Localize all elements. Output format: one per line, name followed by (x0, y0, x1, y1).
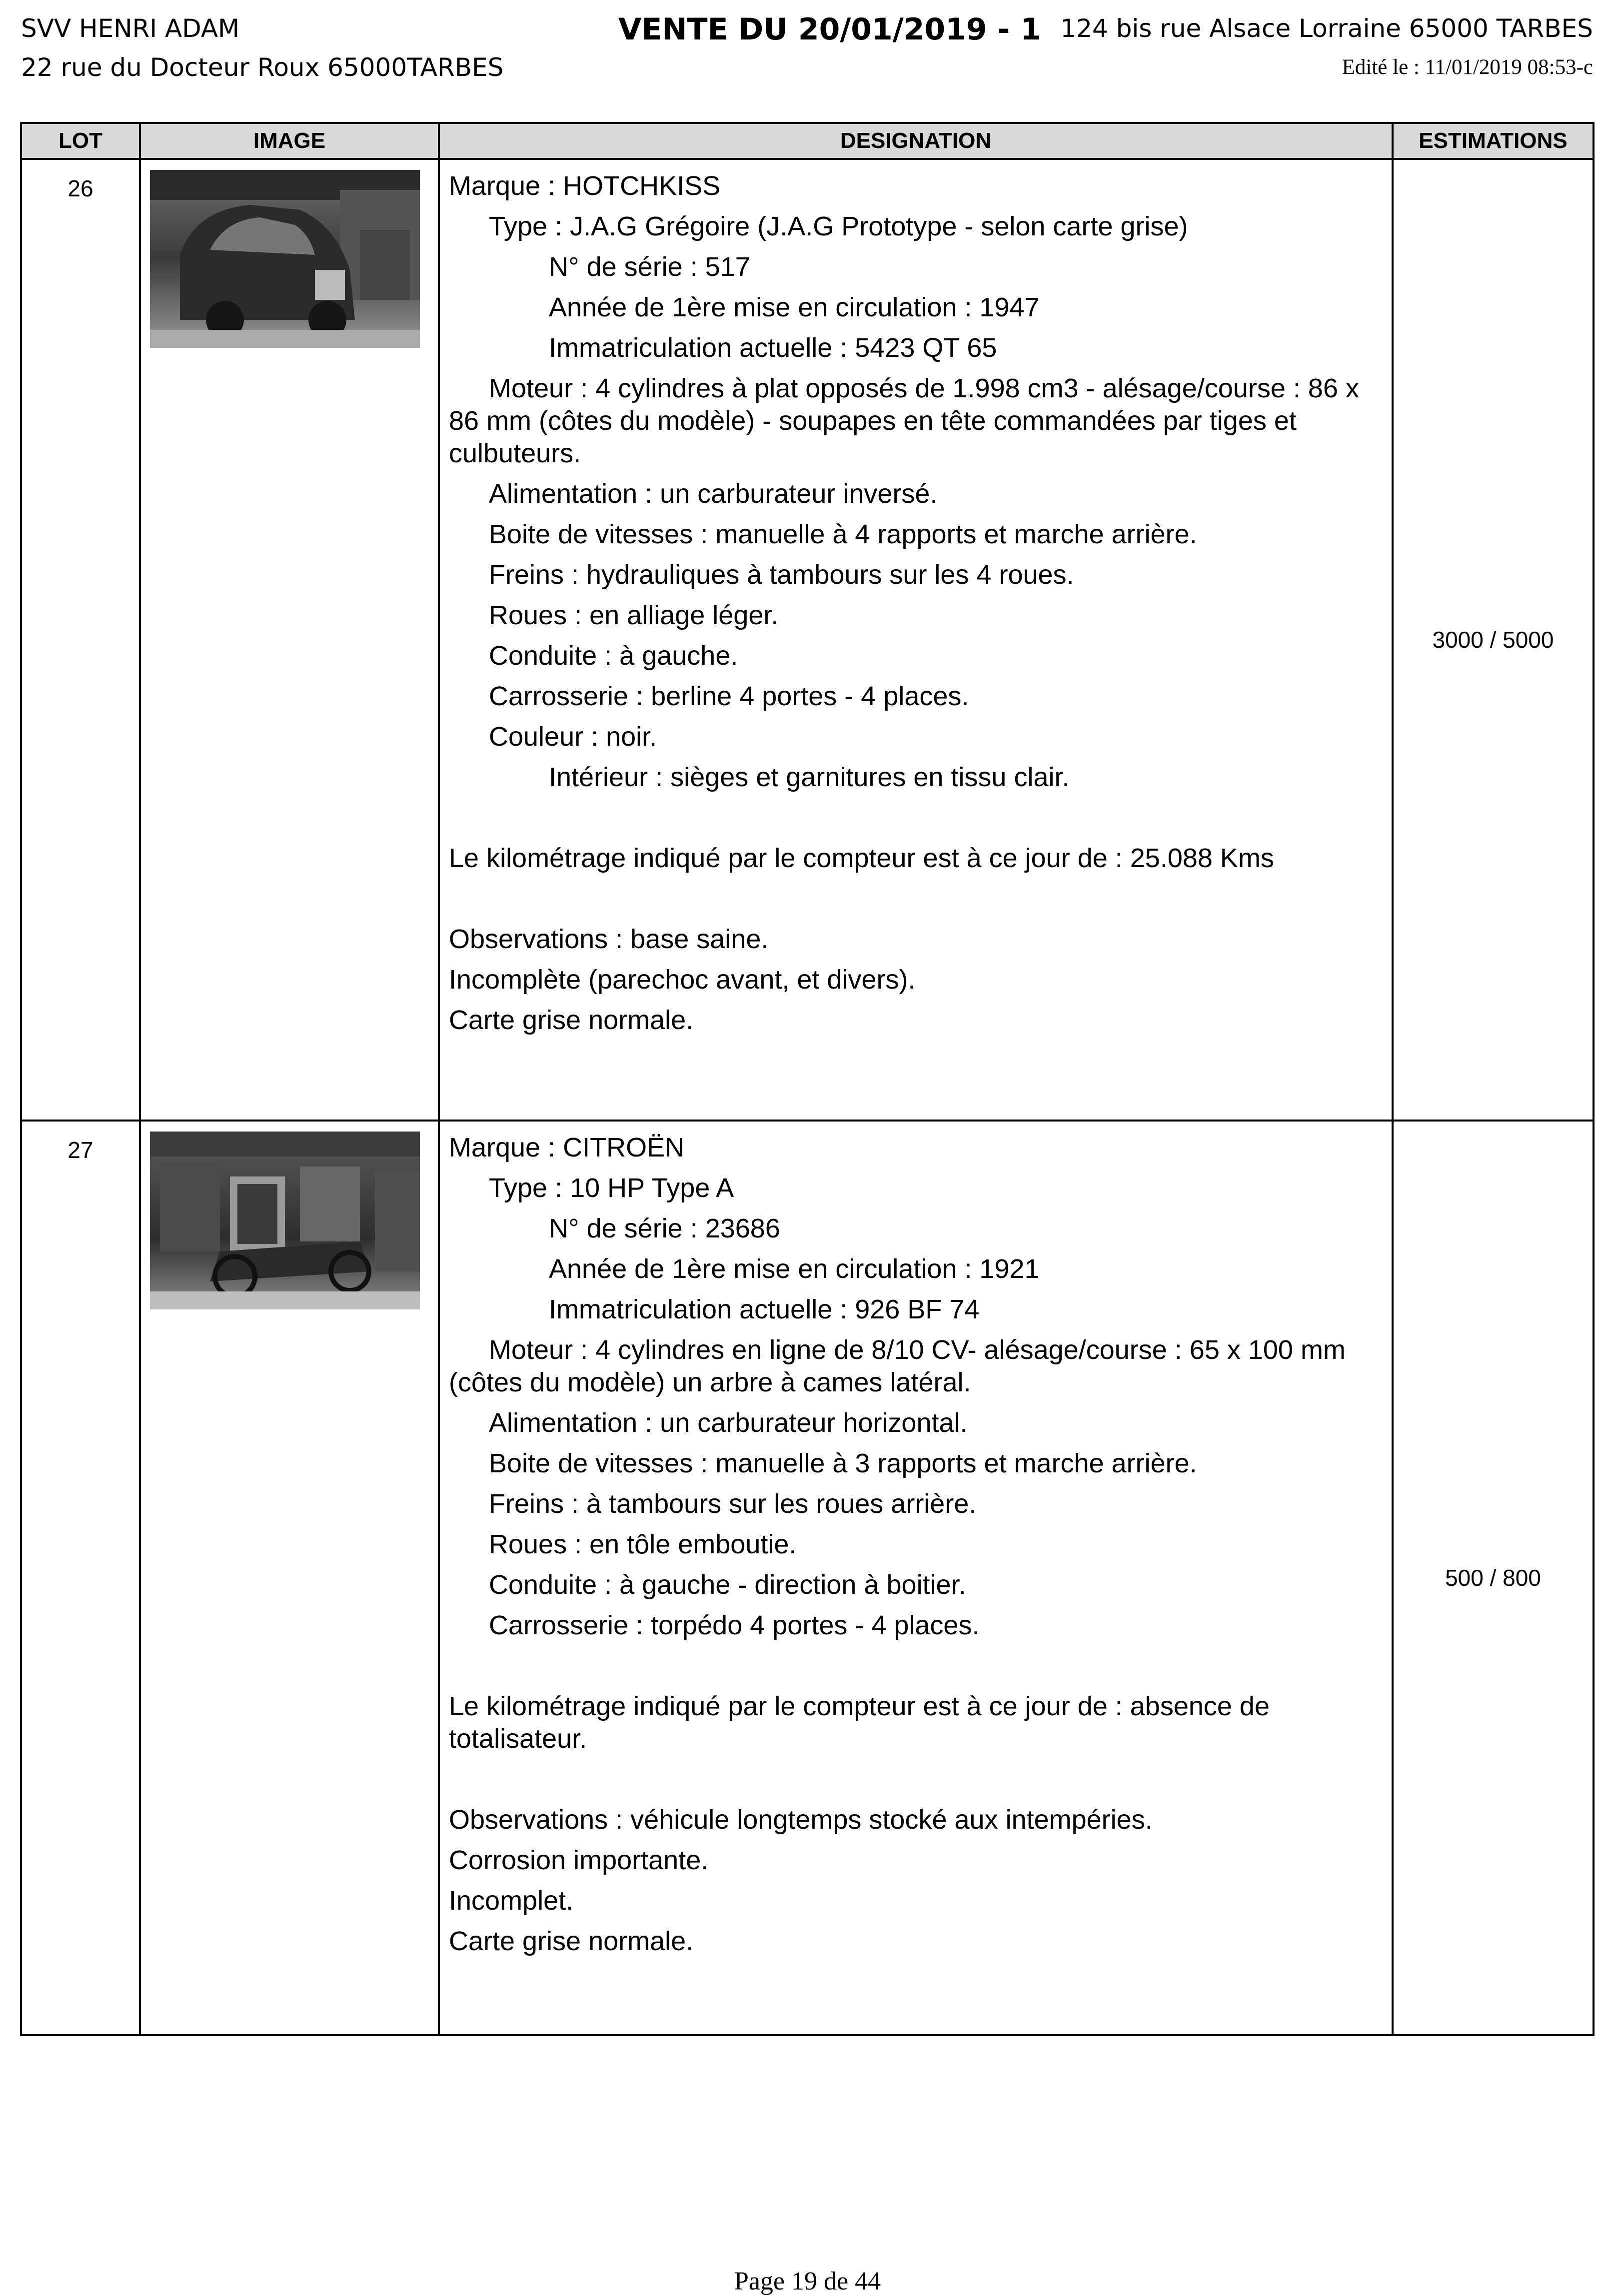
sale-address: 124 bis rue Alsace Lorraine 65000 TARBES (1060, 14, 1593, 43)
company-name: SVV HENRI ADAM (21, 14, 240, 43)
spec-line: Carrosserie : berline 4 portes - 4 places. (489, 681, 969, 711)
table-row (21, 159, 1594, 1121)
interieur-line: Intérieur : sièges et garnitures en tissu clair. (549, 762, 1070, 792)
designation-cell (439, 1121, 1393, 2035)
image-cell (140, 1121, 439, 2035)
spec-line: Alimentation : un carburateur horizontal. (489, 1408, 968, 1438)
km-line: Le kilométrage indiqué par le compteur est à ce jour de : absence de totalisateur. (449, 1691, 1270, 1754)
estimate-value: 500 / 800 (1393, 1121, 1594, 2035)
column-header-estimations: ESTIMATIONS (1393, 123, 1594, 159)
observation-line: Carte grise normale. (449, 1005, 694, 1035)
spec-line: Boite de vitesses : manuelle à 4 rapports et marche arrière. (489, 519, 1197, 549)
table-row (21, 1121, 1594, 2035)
observation-line: Carte grise normale. (449, 1926, 694, 1956)
annee-line: Année de 1ère mise en circulation : 1921 (549, 1254, 1040, 1284)
spec-line: Freins : à tambours sur les roues arrière. (489, 1489, 977, 1519)
observation-line: Incomplète (parechoc avant, et divers). (449, 965, 916, 995)
type-line: Type : J.A.G Grégoire (J.A.G Prototype - selon carte grise) (489, 211, 1188, 241)
column-header-lot: LOT (21, 123, 140, 159)
annee-line: Année de 1ère mise en circulation : 1947 (549, 292, 1040, 322)
moteur-line: Moteur : 4 cylindres en ligne de 8/10 CV- alésage/course : 65 x 100 mm (côtes du modèle) un arbre à cames latéral. (449, 1335, 1346, 1397)
spec-line: Carrosserie : torpédo 4 portes - 4 places. (489, 1610, 980, 1640)
observation-line: Observations : véhicule longtemps stocké aux intempéries. (449, 1805, 1153, 1835)
column-header-image: IMAGE (140, 123, 439, 159)
table-header-row (21, 123, 1594, 159)
observation-line: Incomplet. (449, 1886, 574, 1916)
marque-line: Marque : HOTCHKISS (449, 171, 721, 201)
spec-line: Roues : en alliage léger. (489, 600, 779, 630)
immat-line: Immatriculation actuelle : 5423 QT 65 (549, 333, 997, 363)
type-line: Type : 10 HP Type A (489, 1173, 734, 1203)
lot-number: 27 (21, 1121, 140, 2035)
moteur-line: Moteur : 4 cylindres à plat opposés de 1.998 cm3 - alésage/course : 86 x 86 mm (côtes du modèle) - soupapes en tête commandées par tiges et culbuteurs. (449, 373, 1359, 468)
spec-line: Alimentation : un carburateur inversé. (489, 479, 938, 509)
estimate-value: 3000 / 5000 (1393, 159, 1594, 1121)
company-address: 22 rue du Docteur Roux 65000TARBES (21, 53, 504, 82)
page-number: Page 19 de 44 (734, 2267, 881, 2296)
image-cell (140, 159, 439, 1121)
designation-cell (439, 159, 1393, 1121)
serie-line: N° de série : 517 (549, 252, 750, 282)
edited-date: Edité le : 11/01/2019 08:53-c (1342, 55, 1593, 79)
observation-line: Observations : base saine. (449, 924, 769, 954)
marque-line: Marque : CITROËN (449, 1133, 685, 1162)
spec-line: Boite de vitesses : manuelle à 3 rapports et marche arrière. (489, 1448, 1197, 1478)
lots-table (20, 122, 1595, 2036)
spec-line: Conduite : à gauche. (489, 641, 738, 671)
page-title: VENTE DU 20/01/2019 - 1 (618, 12, 1042, 47)
km-line: Le kilométrage indiqué par le compteur est à ce jour de : 25.088 Kms (449, 843, 1274, 873)
spec-line: Freins : hydrauliques à tambours sur les 4 roues. (489, 560, 1074, 590)
spec-line: Couleur : noir. (489, 722, 657, 752)
immat-line: Immatriculation actuelle : 926 BF 74 (549, 1294, 980, 1324)
car-photo[interactable] (150, 1132, 420, 1309)
car-photo[interactable] (150, 170, 420, 348)
observation-line: Corrosion importante. (449, 1845, 709, 1875)
lot-number: 26 (21, 159, 140, 1121)
serie-line: N° de série : 23686 (549, 1213, 780, 1243)
spec-line: Roues : en tôle emboutie. (489, 1529, 797, 1559)
column-header-designation: DESIGNATION (439, 123, 1393, 159)
spec-line: Conduite : à gauche - direction à boitier. (489, 1570, 966, 1600)
